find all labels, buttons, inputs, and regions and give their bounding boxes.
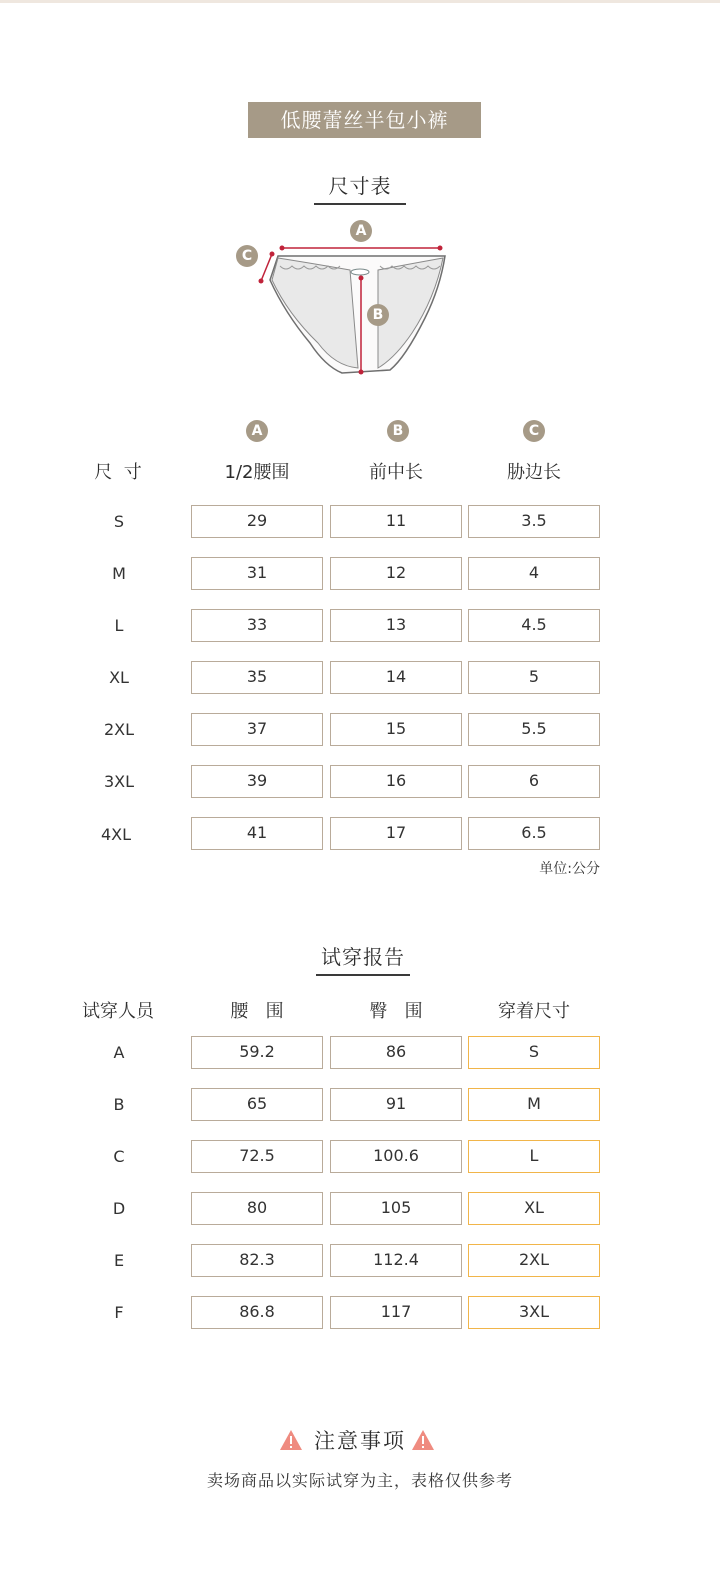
size-chart-title [314, 170, 406, 199]
size-m-waist: 31 [191, 557, 323, 590]
tester-label-d: D [112, 1199, 126, 1218]
size-l-side: 4.5 [468, 609, 600, 642]
tester-a-hip: 86 [330, 1036, 462, 1069]
size-3xl-side: 6 [468, 765, 600, 798]
size-4xl-side: 6.5 [468, 817, 600, 850]
size-chart-title-text: 尺寸表 [328, 174, 392, 198]
size-label-l: L [114, 616, 124, 635]
tester-c-waist: 72.5 [191, 1140, 323, 1173]
unit-note: 单位:公分 [539, 861, 600, 877]
size-2xl-front: 15 [330, 713, 462, 746]
size-m-side: 4 [468, 557, 600, 590]
size-4xl-front: 17 [330, 817, 462, 850]
tester-b-waist: 65 [191, 1088, 323, 1121]
size-chart-title-underline [314, 203, 406, 205]
tester-label-c: C [113, 1147, 125, 1166]
waist-column-header: 1/2腰围 [224, 462, 290, 483]
tester-f-hip: 117 [330, 1296, 462, 1329]
tester-a-waist: 59.2 [191, 1036, 323, 1069]
tester-label-f: F [114, 1303, 124, 1322]
column-marker-b: B [387, 420, 409, 442]
tester-e-size: 2XL [468, 1244, 600, 1277]
size-s-front: 11 [330, 505, 462, 538]
left-lace-panel [272, 258, 358, 368]
trial-report-title [316, 941, 410, 970]
diagram-marker-b: B [367, 304, 389, 326]
tester-label-a: A [113, 1043, 125, 1062]
column-marker-a: A [246, 420, 268, 442]
size-label-2xl: 2XL [103, 720, 135, 739]
size-s-waist: 29 [191, 505, 323, 538]
tester-e-waist: 82.3 [191, 1244, 323, 1277]
tester-label-b: B [113, 1095, 125, 1114]
tester-f-size: 3XL [468, 1296, 600, 1329]
size-column-header: 尺 寸 [94, 462, 142, 483]
tester-b-hip: 91 [330, 1088, 462, 1121]
product-title-banner: 低腰蕾丝半包小裤 [248, 102, 481, 138]
column-marker-c: C [523, 420, 545, 442]
panties-illustration [230, 218, 460, 383]
notice-title: 注意事项 [314, 1429, 406, 1453]
trial-report-title-underline [316, 974, 410, 976]
tester-e-hip: 112.4 [330, 1244, 462, 1277]
side-length-column-header: 胁边长 [507, 462, 561, 483]
size-l-waist: 33 [191, 609, 323, 642]
tester-hip-header: 臀 围 [369, 1001, 423, 1022]
size-label-4xl: 4XL [100, 825, 132, 844]
warning-icon-right [411, 1429, 435, 1451]
tester-c-hip: 100.6 [330, 1140, 462, 1173]
tester-waist-header: 腰 围 [230, 1001, 284, 1022]
tester-f-waist: 86.8 [191, 1296, 323, 1329]
size-l-front: 13 [330, 609, 462, 642]
size-label-3xl: 3XL [103, 772, 135, 791]
garment-diagram [230, 218, 460, 387]
size-2xl-waist: 37 [191, 713, 323, 746]
trial-report-title-text: 试穿报告 [321, 945, 405, 969]
size-3xl-front: 16 [330, 765, 462, 798]
tester-d-size: XL [468, 1192, 600, 1225]
size-label-s: S [113, 512, 125, 531]
size-3xl-waist: 39 [191, 765, 323, 798]
tester-size-header: 穿着尺寸 [498, 1001, 570, 1022]
size-s-side: 3.5 [468, 505, 600, 538]
size-2xl-side: 5.5 [468, 713, 600, 746]
size-label-xl: XL [109, 668, 129, 687]
front-length-column-header: 前中长 [369, 462, 423, 483]
tester-c-size: L [468, 1140, 600, 1173]
size-label-m: M [112, 564, 126, 583]
tester-d-waist: 80 [191, 1192, 323, 1225]
size-m-front: 12 [330, 557, 462, 590]
tester-label-e: E [113, 1251, 125, 1270]
diagram-marker-a: A [350, 220, 372, 242]
diagram-marker-c: C [236, 245, 258, 267]
notice-text: 卖场商品以实际试穿为主，表格仅供参考 [206, 1471, 513, 1490]
size-xl-front: 14 [330, 661, 462, 694]
tester-b-size: M [468, 1088, 600, 1121]
size-xl-waist: 35 [191, 661, 323, 694]
size-xl-side: 5 [468, 661, 600, 694]
tester-a-size: S [468, 1036, 600, 1069]
tester-column-header: 试穿人员 [82, 1001, 154, 1022]
top-divider [0, 0, 720, 3]
tester-d-hip: 105 [330, 1192, 462, 1225]
size-4xl-waist: 41 [191, 817, 323, 850]
